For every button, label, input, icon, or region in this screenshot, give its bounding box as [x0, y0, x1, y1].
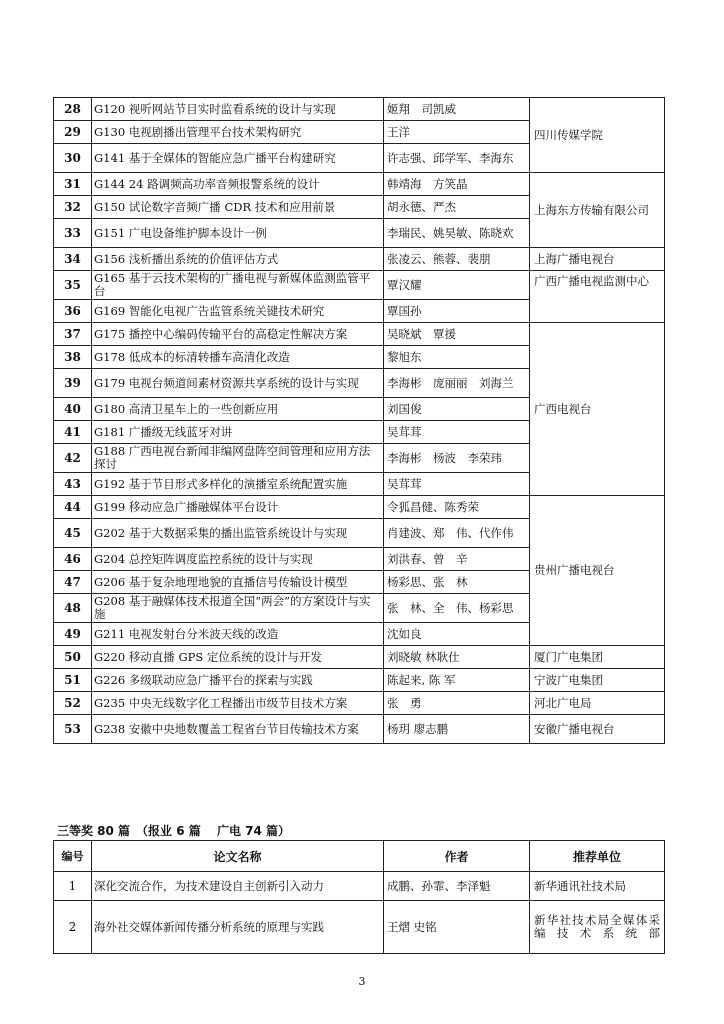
paper-authors: 令狐昌健、陈秀荣 [384, 496, 530, 519]
recommending-unit: 上海东方传输有限公司 [530, 173, 665, 248]
paper-authors: 覃国孙 [384, 300, 530, 323]
row-number: 37 [54, 323, 92, 346]
paper-title: G179 电视台频道间素材资源共享系统的设计与实现 [92, 369, 384, 398]
paper-authors: 张凌云、熊蓉、裴朋 [384, 248, 530, 271]
table-row [54, 496, 665, 519]
recommending-unit: 四川传媒学院 [530, 98, 665, 173]
row-number: 44 [54, 496, 92, 519]
table-row [54, 98, 665, 121]
row-number: 43 [54, 473, 92, 496]
third-prize-heading: 三等奖 80 篇 （报业 6 篇 广电 74 篇） [57, 824, 290, 838]
paper-title: G199 移动应急广播融媒体平台设计 [92, 496, 384, 519]
paper-authors: 成鹏、孙霏、李泽魁 [384, 872, 530, 901]
row-number: 36 [54, 300, 92, 323]
paper-title: G206 基于复杂地理地貌的直播信号传输设计模型 [92, 571, 384, 594]
header-number: 编号 [54, 841, 92, 872]
recommending-unit: 宁波广电集团 [530, 669, 665, 692]
paper-title: G192 基于节目形式多样化的演播室系统配置实施 [92, 473, 384, 496]
header-title: 论文名称 [92, 841, 384, 872]
recommending-unit: 新华社技术局全媒体采编技术系统部 [530, 901, 665, 954]
paper-title: 深化交流合作，为技术建设自主创新引入动力 [92, 872, 384, 901]
recommending-unit: 厦门广电集团 [530, 646, 665, 669]
row-number: 50 [54, 646, 92, 669]
row-number: 42 [54, 444, 92, 473]
row-number: 53 [54, 715, 92, 744]
page-number: 3 [358, 975, 366, 988]
paper-authors: 刘晓敏 林耿仕 [384, 646, 530, 669]
recommending-unit: 广西电视台 [530, 323, 665, 496]
paper-title: G144 24 路调频高功率音频报警系统的设计 [92, 173, 384, 196]
paper-title: G211 电视发射台分米波天线的改造 [92, 623, 384, 646]
row-number: 31 [54, 173, 92, 196]
row-number: 2 [54, 901, 92, 954]
paper-authors: 王洋 [384, 121, 530, 144]
row-number: 40 [54, 398, 92, 421]
paper-authors: 张 勇 [384, 692, 530, 715]
paper-title: G181 广播级无线蓝牙对讲 [92, 421, 384, 444]
paper-title: G204 总控矩阵调度监控系统的设计与实现 [92, 548, 384, 571]
paper-title: G238 安徽中央地数覆盖工程省台节目传输技术方案 [92, 715, 384, 744]
row-number: 52 [54, 692, 92, 715]
row-number: 30 [54, 144, 92, 173]
paper-authors: 肖建波、郑 伟、代作伟 [384, 519, 530, 548]
table-row [54, 248, 665, 271]
paper-title: G169 智能化电视广告监管系统关键技术研究 [92, 300, 384, 323]
paper-authors: 李瑞民、姚昊敏、陈晓欢 [384, 219, 530, 248]
row-number: 32 [54, 196, 92, 219]
paper-authors: 吴茸茸 [384, 421, 530, 444]
paper-authors: 覃汉耀 [384, 271, 530, 300]
row-number: 45 [54, 519, 92, 548]
table-row [54, 872, 665, 901]
paper-title: 海外社交媒体新闻传播分析系统的原理与实践 [92, 901, 384, 954]
paper-authors: 刘洪春、曾 辛 [384, 548, 530, 571]
recommending-unit: 河北广电局 [530, 692, 665, 715]
paper-authors: 杨彩思、张 林 [384, 571, 530, 594]
table-row [54, 323, 665, 346]
paper-authors: 姬翔 司凯威 [384, 98, 530, 121]
paper-authors: 张 林、全 伟、杨彩思 [384, 594, 530, 623]
paper-title: G188 广西电视台新闻非编网盘阵空间管理和应用方法探讨 [92, 444, 384, 473]
table-row [54, 901, 665, 954]
paper-title: G208 基于融媒体技术报道全国“两会”的方案设计与实施 [92, 594, 384, 623]
second-prize-table [53, 97, 665, 744]
paper-title: G120 视听网站节目实时监看系统的设计与实现 [92, 98, 384, 121]
table-row [54, 692, 665, 715]
paper-authors: 吴晓斌 覃援 [384, 323, 530, 346]
row-number: 38 [54, 346, 92, 369]
paper-title: G150 试论数字音频广播 CDR 技术和应用前景 [92, 196, 384, 219]
paper-authors: 韩靖海 方笑晶 [384, 173, 530, 196]
paper-authors: 陈起来, 陈 军 [384, 669, 530, 692]
row-number: 51 [54, 669, 92, 692]
row-number: 34 [54, 248, 92, 271]
paper-title: G156 浅析播出系统的价值评估方式 [92, 248, 384, 271]
paper-authors: 胡永德、严杰 [384, 196, 530, 219]
paper-title: G175 播控中心编码传输平台的高稳定性解决方案 [92, 323, 384, 346]
paper-authors: 吴茸茸 [384, 473, 530, 496]
row-number: 1 [54, 872, 92, 901]
row-number: 49 [54, 623, 92, 646]
paper-authors: 黎旭东 [384, 346, 530, 369]
row-number: 41 [54, 421, 92, 444]
paper-title: G151 广电设备维护脚本设计一例 [92, 219, 384, 248]
table-row [54, 715, 665, 744]
table-row [54, 669, 665, 692]
row-number: 28 [54, 98, 92, 121]
paper-title: G165 基于云技术架构的广播电视与新媒体监测监管平台 [92, 271, 384, 300]
paper-title: G141 基于全媒体的智能应急广播平台构建研究 [92, 144, 384, 173]
recommending-unit: 上海广播电视台 [530, 248, 665, 271]
row-number: 46 [54, 548, 92, 571]
paper-title: G226 多级联动应急广播平台的探索与实践 [92, 669, 384, 692]
paper-title: G202 基于大数据采集的播出监管系统设计与实现 [92, 519, 384, 548]
paper-authors: 李海彬 杨波 李荣玮 [384, 444, 530, 473]
paper-title: G178 低成本的标清转播车高清化改造 [92, 346, 384, 369]
paper-authors: 王熠 史铭 [384, 901, 530, 954]
row-number: 35 [54, 271, 92, 300]
paper-title: G130 电视剧播出管理平台技术架构研究 [92, 121, 384, 144]
paper-title: G220 移动直播 GPS 定位系统的设计与开发 [92, 646, 384, 669]
row-number: 47 [54, 571, 92, 594]
recommending-unit: 广西广播电视监测中心 [530, 271, 665, 323]
recommending-unit: 新华通讯社技术局 [530, 872, 665, 901]
paper-authors: 许志强、邱学军、李海东 [384, 144, 530, 173]
paper-title: G180 高清卫星车上的一些创新应用 [92, 398, 384, 421]
row-number: 39 [54, 369, 92, 398]
table-row [54, 271, 665, 300]
paper-authors: 杨玥 廖志鹏 [384, 715, 530, 744]
table-row [54, 173, 665, 196]
row-number: 48 [54, 594, 92, 623]
table-row [54, 646, 665, 669]
paper-authors: 沈如良 [384, 623, 530, 646]
recommending-unit: 安徽广播电视台 [530, 715, 665, 744]
paper-title: G235 中央无线数字化工程播出市级节目技术方案 [92, 692, 384, 715]
row-number: 33 [54, 219, 92, 248]
paper-authors: 刘国俊 [384, 398, 530, 421]
header-unit: 推荐单位 [530, 841, 665, 872]
row-number: 29 [54, 121, 92, 144]
recommending-unit: 贵州广播电视台 [530, 496, 665, 646]
header-authors: 作者 [384, 841, 530, 872]
table-header-row [54, 841, 665, 872]
third-prize-table [53, 840, 665, 954]
paper-authors: 李海彬 庞丽丽 刘海兰 [384, 369, 530, 398]
